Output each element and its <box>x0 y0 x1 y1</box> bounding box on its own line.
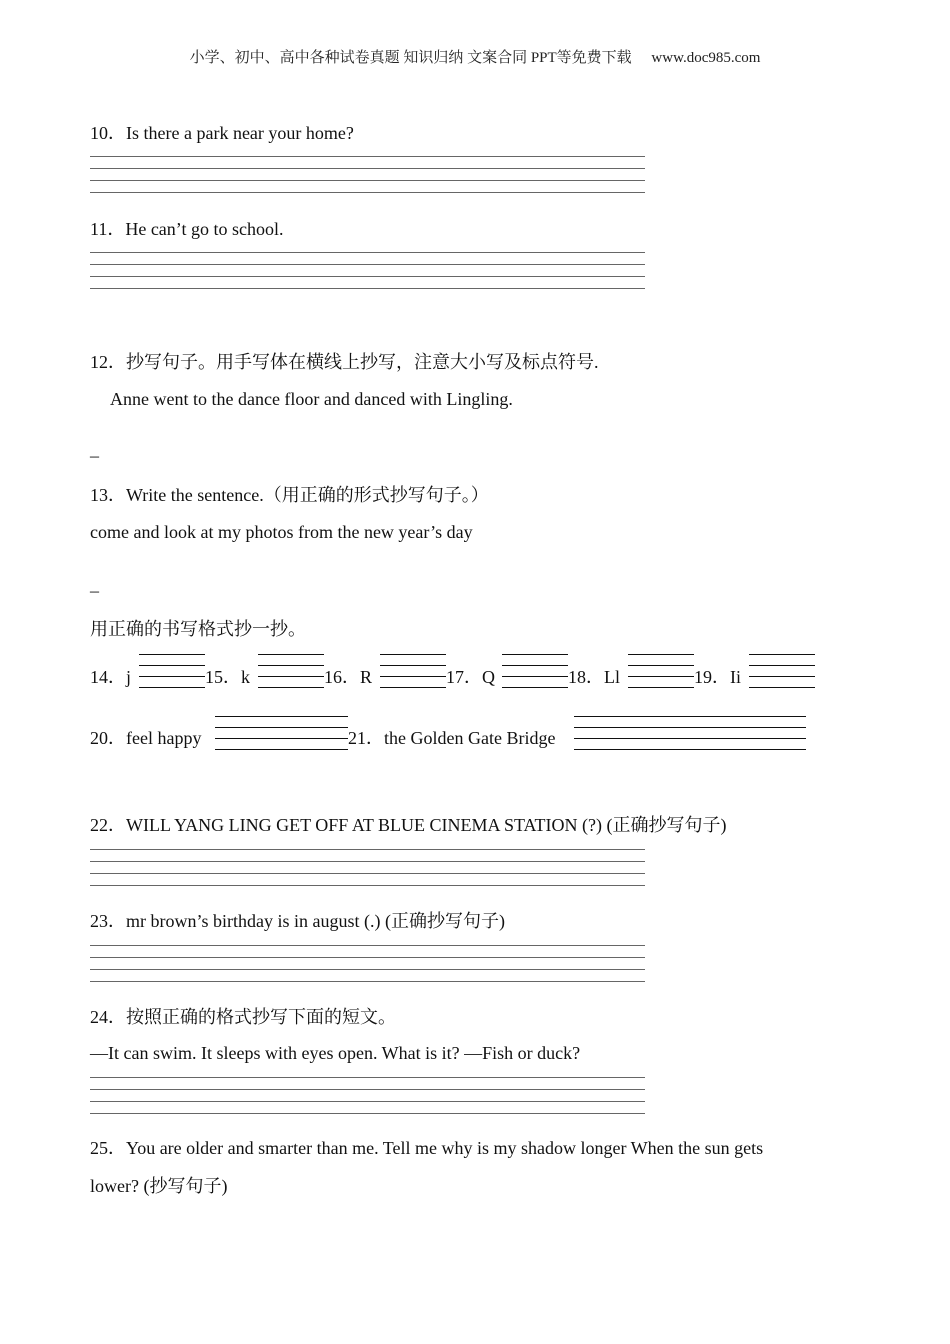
letter-blank-17[interactable] <box>502 654 568 690</box>
page-header <box>0 46 950 67</box>
phrase-blank-21[interactable] <box>574 716 806 752</box>
letter-label-14: 14．j <box>90 667 132 687</box>
header-promo-text: 小学、初中、高中各种试卷真题 知识归纳 文案合同 PPT等免费下载 <box>189 50 632 66</box>
letter-label-19: 19．Ii <box>694 667 741 687</box>
answer-mark-13[interactable]: _ <box>90 574 99 594</box>
phrase-label-21: 21．the Golden Gate Bridge <box>348 728 556 748</box>
question-11: 11．He can’t go to school. <box>90 219 284 239</box>
writing-lines-10[interactable] <box>90 156 645 196</box>
question-24-prompt: 24．按照正确的格式抄写下面的短文。 <box>90 1007 396 1027</box>
phrase-blank-20[interactable] <box>215 716 348 752</box>
letter-label-17: 17．Q <box>446 667 495 687</box>
question-13-sentence: come and look at my photos from the new year’s day <box>90 522 473 542</box>
letter-label-15: 15．k <box>205 667 250 687</box>
question-13-prompt: 13．Write the sentence.（用正确的形式抄写句子。） <box>90 485 489 505</box>
writing-lines-22[interactable] <box>90 849 645 889</box>
question-25-line1: 25．You are older and smarter than me. Tell me why is my shadow longer When the sun gets <box>90 1138 764 1158</box>
letter-label-18: 18．Ll <box>568 667 620 687</box>
question-10: 10．Is there a park near your home? <box>90 123 354 143</box>
question-12-sentence: Anne went to the dance floor and danced with Lingling. <box>110 389 513 409</box>
letter-blank-19[interactable] <box>749 654 815 690</box>
question-12-prompt: 12．抄写句子。用手写体在横线上抄写，注意大小写及标点符号. <box>90 352 599 372</box>
letter-blank-15[interactable] <box>258 654 324 690</box>
question-23: 23．mr brown’s birthday is in august (.) (正确抄写句子) <box>90 911 505 931</box>
letter-blank-18[interactable] <box>628 654 694 690</box>
question-24-passage: —It can swim. It sleeps with eyes open. What is it? —Fish or duck? <box>90 1043 581 1063</box>
phrase-label-20: 20．feel happy <box>90 728 202 748</box>
writing-lines-23[interactable] <box>90 945 645 985</box>
writing-lines-11[interactable] <box>90 252 645 292</box>
answer-mark-12[interactable]: _ <box>90 439 99 459</box>
section-instruction: 用正确的书写格式抄一抄。 <box>90 619 306 639</box>
question-22: 22．WILL YANG LING GET OFF AT BLUE CINEMA STATION (?) (正确抄写句子) <box>90 815 727 835</box>
header-url[interactable]: www.doc985.com <box>651 50 761 66</box>
writing-lines-24[interactable] <box>90 1077 645 1117</box>
letter-label-16: 16．R <box>324 667 373 687</box>
letter-blank-14[interactable] <box>139 654 205 690</box>
question-25-line2: lower? (抄写句子) <box>90 1176 228 1196</box>
letter-blank-16[interactable] <box>380 654 446 690</box>
